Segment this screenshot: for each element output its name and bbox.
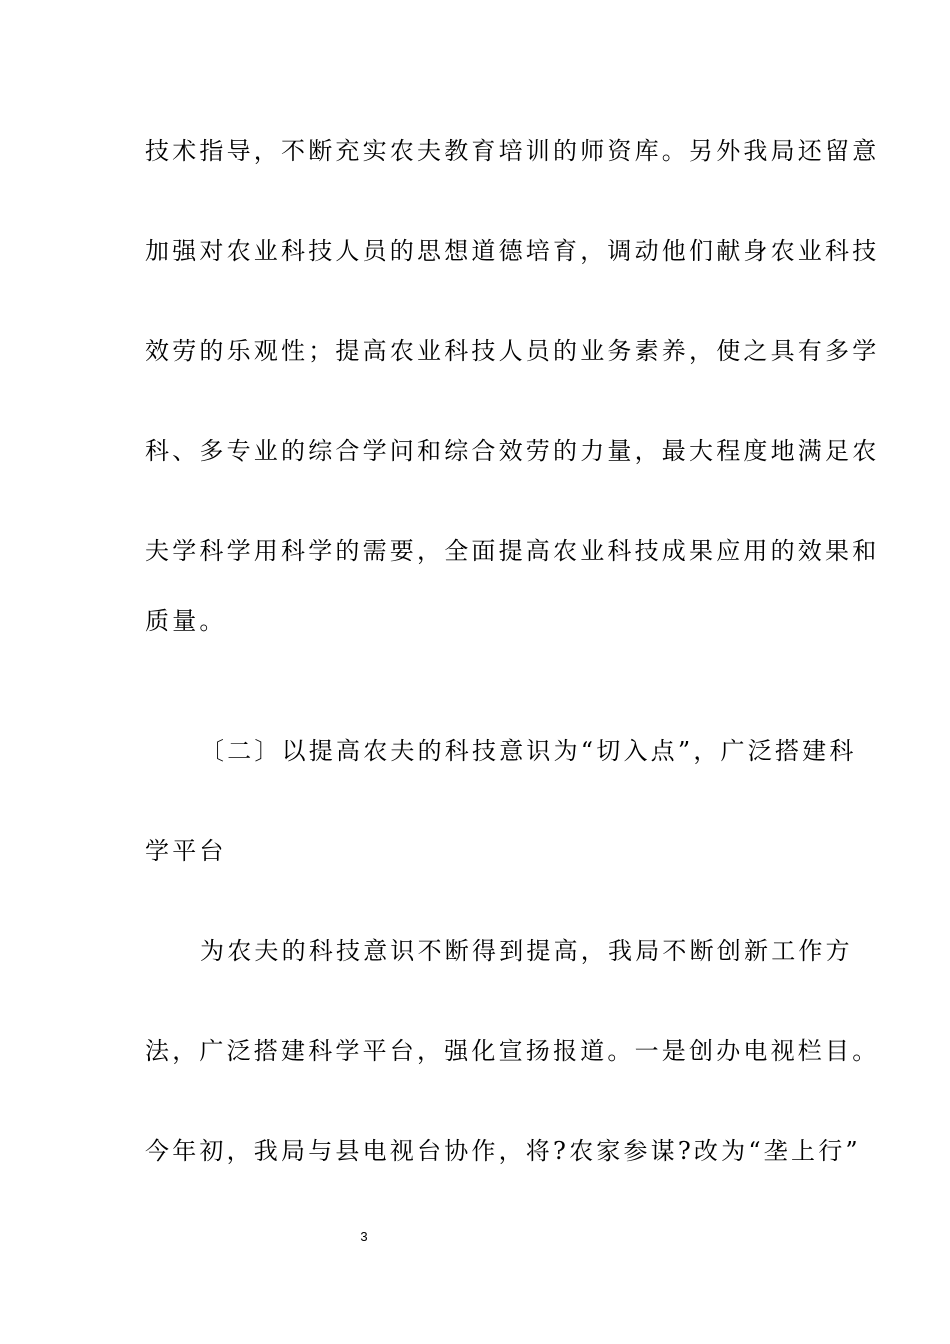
paragraph-line: 夫学科学用科学的需要，全面提高农业科技成果应用的效果和 <box>145 537 880 565</box>
paragraph-line: 法，广泛搭建科学平台，强化宣扬报道。一是创办电视栏目。 <box>145 1037 880 1065</box>
paragraph-line: 质量。 <box>145 607 227 635</box>
paragraph-line: 为农夫的科技意识不断得到提高，我局不断创新工作方 <box>200 937 853 965</box>
section-heading-line: 学平台 <box>145 837 227 865</box>
paragraph-line: 效劳的乐观性；提高农业科技人员的业务素养，使之具有多学 <box>145 337 880 365</box>
section-heading-line: 〔二〕以提高农夫的科技意识为“切入点”，广泛搭建科 <box>200 737 857 765</box>
paragraph-line: 技术指导，不断充实农夫教育培训的师资库。另外我局还留意 <box>145 137 880 165</box>
paragraph-line: 加强对农业科技人员的思想道德培育，调动他们献身农业科技 <box>145 237 880 265</box>
paragraph-line: 今年初，我局与县电视台协作，将?农家参谋?改为“垄上行” <box>145 1137 861 1165</box>
page-number: 3 <box>360 1229 368 1244</box>
paragraph-line: 科、多专业的综合学问和综合效劳的力量，最大程度地满足农 <box>145 437 880 465</box>
